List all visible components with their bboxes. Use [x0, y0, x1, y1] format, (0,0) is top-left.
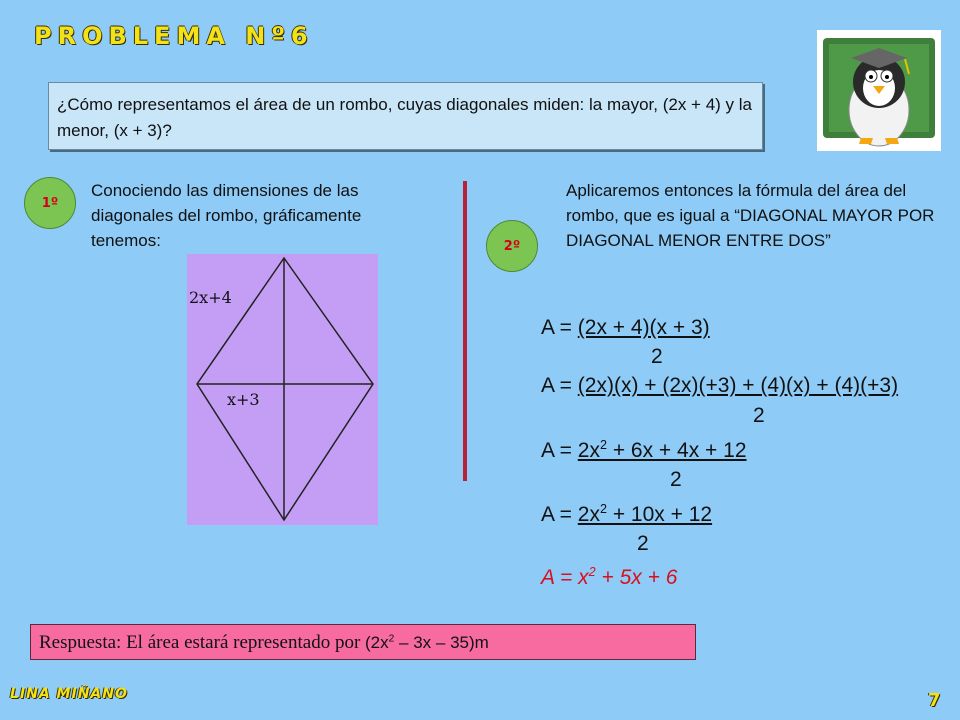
- formula-prefix: A =: [541, 374, 578, 397]
- question-box: ¿Cómo representamos el área de un rombo, cuyas diagonales miden: la mayor, (2x + 4) y la menor, (x + 3)?: [48, 82, 763, 150]
- formula-numerator: (2x + 4)(x + 3): [577, 316, 710, 339]
- formula-denominator-1: 2: [651, 345, 663, 368]
- answer-exponent: 2: [388, 633, 395, 645]
- formula-denominator-4: 2: [637, 532, 649, 555]
- minor-diagonal-label: x+3: [227, 390, 260, 409]
- formula-result: [541, 563, 677, 593]
- answer-box: [30, 624, 696, 660]
- step-2-text: Aplicaremos entonces la fórmula del área del rombo, que es igual a “DIAGONAL MAYOR POR DIAGONAL MENOR ENTRE DOS”: [566, 181, 935, 250]
- formula-exponent: 2: [599, 438, 607, 452]
- answer-expression: [365, 633, 489, 652]
- formula-denominator-3: 2: [670, 468, 682, 491]
- formula-line-2: [541, 371, 898, 401]
- formula-denominator-2: 2: [753, 404, 765, 427]
- step-1-text: Conociendo las dimensiones de las diagonales del rombo, gráficamente tenemos:: [91, 181, 362, 250]
- formula-term: 2x: [577, 439, 600, 462]
- penguin-teacher-image: [817, 30, 941, 151]
- formula-numerator: [578, 503, 712, 526]
- answer-text: Respuesta: El área estará representado por: [39, 632, 366, 653]
- author-name: LINA MIÑANO: [10, 686, 128, 702]
- formula-numerator: (2x)(x) + (2x)(+3) + (4)(x) + (4)(+3): [577, 374, 899, 397]
- result-term: A = x: [541, 566, 589, 589]
- rhombus-diagram: [187, 254, 378, 525]
- formula-prefix: A =: [541, 503, 578, 526]
- page-number: 7: [928, 690, 941, 711]
- formula-term: + 10x + 12: [606, 503, 713, 526]
- result-exponent: 2: [588, 565, 596, 579]
- formula-term: + 6x + 4x + 12: [606, 439, 747, 462]
- formula-prefix: A =: [541, 439, 578, 462]
- formula-term: 2x: [577, 503, 600, 526]
- formula-line-3: [541, 436, 747, 466]
- formula-line-4: [541, 500, 712, 530]
- step-2-badge: 2º: [486, 220, 538, 272]
- slide-title: PROBLEMA Nº6: [34, 22, 314, 50]
- formula-numerator: [578, 439, 747, 462]
- answer-term: – 3x – 35)m: [394, 633, 489, 652]
- step-1-badge: 1º: [24, 177, 76, 229]
- vertical-divider: [463, 181, 467, 481]
- major-diagonal-label: 2x+4: [189, 288, 232, 307]
- result-term: + 5x + 6: [595, 566, 678, 589]
- answer-term: (2x: [365, 633, 389, 652]
- formula-prefix: A =: [541, 316, 578, 339]
- formula-exponent: 2: [599, 502, 607, 516]
- formula-line-1: [541, 313, 710, 343]
